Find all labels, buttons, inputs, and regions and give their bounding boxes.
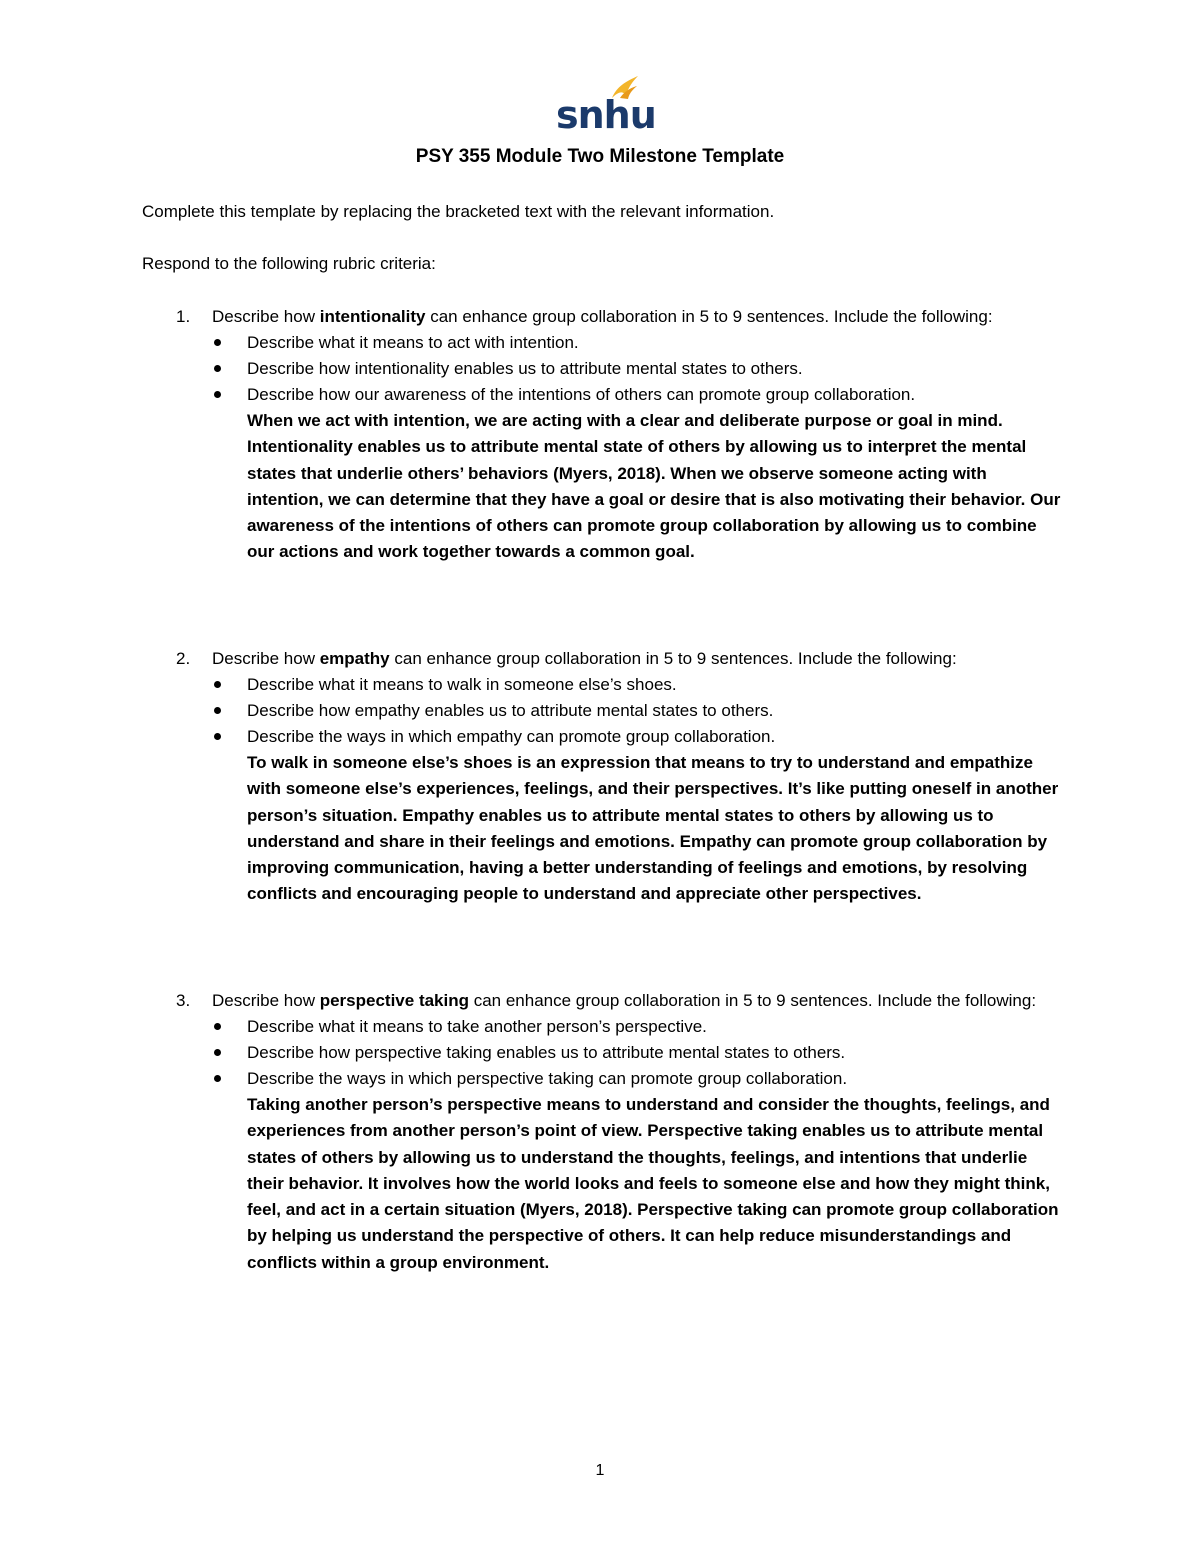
bullet-text: Describe the ways in which empathy can promote group collaboration. [247,727,776,746]
list-item [212,672,1062,698]
bullet-list [142,1014,1062,1092]
prompt-keyword: perspective taking [319,991,469,1010]
question-prompt [212,988,1052,1014]
question-prompt [212,646,1052,672]
bullet-icon [214,733,221,740]
logo-text: snhu [556,93,656,137]
page-title: PSY 355 Module Two Milestone Template [415,146,785,167]
list-item [212,698,1062,724]
prompt-suffix: can enhance group collaboration in 5 to 9 sentences. Include the following: [425,307,993,326]
prompt-prefix: Describe how [212,307,320,326]
list-item [212,382,1062,408]
question-number: 2. [176,649,191,668]
bullet-icon [214,707,221,714]
bullet-icon [214,1023,221,1030]
list-item [212,1014,1062,1040]
bullet-icon [214,339,221,346]
list-item [212,1040,1062,1066]
bullet-icon [214,1075,221,1082]
question-number: 1. [176,307,191,326]
answer-text: Taking another person’s perspective means to understand and consider the thoughts, feelings, and experiences from another person’s point of view. Perspective taking enables us to attribute mental states of others by allowing us to understand the thoughts, feelings, and intentions that underlie their behavior. It involves how the world looks and feels to someone else and how they might think, feel, and act in a certain situation (Myers, 2018). Perspective taking can promote group collaboration by helping us understand the perspective of others. It can help reduce misunderstandings and conflicts within a group environment. [247,1095,1059,1272]
list-item [212,330,1062,356]
answer-text: To walk in someone else’s shoes is an expression that means to try to understand and empathize with someone else’s experiences, feelings, and their perspectives. It’s like putting oneself in another person’s situation. Empathy enables us to attribute mental states to others by allowing us to understand and share in their feelings and emotions. Empathy can promote group collaboration by improving communication, having a better understanding of feelings and emotions, by resolving conflicts and encouraging people to understand and appreciate other perspectives. [247,753,1059,904]
question-2 [142,646,1062,908]
bullet-text: Describe what it means to take another person’s perspective. [247,1017,707,1036]
question-prompt [212,304,1052,330]
bullet-list [142,672,1062,750]
bullet-icon [214,391,221,398]
bullet-text: Describe how intentionality enables us to attribute mental states to others. [247,359,803,378]
bullet-text: Describe the ways in which perspective taking can promote group collaboration. [247,1069,848,1088]
page-number: 1 [595,1462,605,1479]
bullet-list [142,330,1062,408]
instructions-text: Complete this template by replacing the bracketed text with the relevant information. [142,202,775,221]
question-3 [142,988,1062,1276]
snhu-logo [556,74,656,137]
bullet-icon [214,1049,221,1056]
prompt-prefix: Describe how [212,649,320,668]
bullet-icon [214,365,221,372]
prompt-keyword: empathy [319,649,390,668]
prompt-keyword: intentionality [319,307,426,326]
list-item [212,1066,1062,1092]
bullet-text: Describe what it means to walk in someone else’s shoes. [247,675,677,694]
question-1 [142,304,1062,566]
prompt-suffix: can enhance group collaboration in 5 to 9 sentences. Include the following: [469,991,1037,1010]
answer-text: When we act with intention, we are acting with a clear and deliberate purpose or goal in mind. Intentionality enables us to attribute mental state of others by allowing us to interpret the mental states that underlie others’ behaviors (Myers, 2018). When we observe someone acting with intention, we can determine that they have a goal or desire that is also motivating their behavior. Our awareness of the intentions of others can promote group collaboration by allowing us to combine our actions and work together towards a common goal. [247,411,1061,562]
bullet-text: Describe how perspective taking enables us to attribute mental states to others. [247,1043,846,1062]
bullet-text: Describe what it means to act with intention. [247,333,579,352]
list-item [212,356,1062,382]
prompt-suffix: can enhance group collaboration in 5 to 9 sentences. Include the following: [389,649,957,668]
bullet-icon [214,681,221,688]
list-item [212,724,1062,750]
respond-text: Respond to the following rubric criteria: [142,254,436,273]
question-number: 3. [176,991,191,1010]
prompt-prefix: Describe how [212,991,320,1010]
bullet-text: Describe how empathy enables us to attribute mental states to others. [247,701,774,720]
bullet-text: Describe how our awareness of the intentions of others can promote group collaboration. [247,385,916,404]
